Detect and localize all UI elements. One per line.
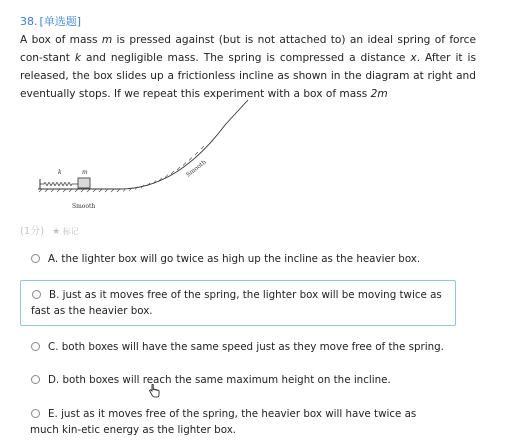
- question-stem: [20, 31, 476, 103]
- radio-e[interactable]: [31, 409, 40, 418]
- box: [78, 178, 90, 188]
- stem-var-k: k: [74, 52, 81, 64]
- option-a-text: the lighter box will go twice as high up the incline as the heavier box.: [61, 253, 421, 265]
- hand-cursor-icon: [148, 384, 160, 398]
- option-d-letter: D.: [48, 374, 60, 386]
- option-e[interactable]: [20, 406, 454, 438]
- stem-text-3: and negligible mass. The spring is compressed a distance: [81, 52, 411, 64]
- label-m: m: [82, 169, 88, 176]
- radio-b[interactable]: [32, 290, 41, 299]
- track: [38, 100, 248, 189]
- label-k: k: [58, 169, 62, 176]
- option-c-letter: C.: [48, 341, 59, 353]
- question-type: [单选题]: [39, 15, 82, 28]
- label-smooth-bottom: Smooth: [72, 203, 96, 210]
- star-icon: ★: [52, 227, 61, 237]
- option-d[interactable]: [20, 372, 454, 388]
- stem-var-m: m: [101, 34, 113, 46]
- option-c-text: both boxes will have the same speed just as they move free of the spring.: [61, 341, 444, 353]
- option-e-letter: E.: [48, 408, 58, 420]
- radio-c[interactable]: [31, 342, 40, 351]
- option-a[interactable]: [20, 251, 454, 267]
- mark-label: 标记: [62, 227, 79, 236]
- option-c[interactable]: [20, 339, 454, 355]
- option-b-text: just as it moves free of the spring, the lighter box will be moving twice as fast as the heavier box.: [31, 289, 442, 317]
- option-d-text: both boxes will reach the same maximum height on the incline.: [62, 374, 391, 386]
- stem-var-x: x: [410, 52, 417, 64]
- stem-var-2m: 2m: [370, 88, 388, 100]
- physics-figure: [20, 95, 260, 215]
- question-score: (1分): [20, 226, 45, 237]
- option-e-text: just as it moves free of the spring, the heavier box will have twice as much kin-etic energy as the lighter box.: [30, 408, 417, 436]
- option-b[interactable]: [20, 280, 456, 326]
- spring: [40, 183, 78, 186]
- stem-text-1: A box of mass: [20, 34, 102, 46]
- score-row: [20, 222, 79, 237]
- radio-d[interactable]: [31, 375, 40, 384]
- question-number: 38.: [20, 15, 38, 28]
- stem-text-4: . After it is released, the box slides up a frictionless incline as shown in the diagram at right and eventually stops. If we repeat this experiment with a box of mass: [20, 52, 476, 100]
- stem-text-2: is pressed against (but is not attached to) an ideal spring of force con-stant: [20, 34, 476, 64]
- question-header: [20, 13, 81, 29]
- label-smooth-incline: Smooth: [184, 158, 208, 179]
- option-a-letter: A.: [48, 253, 59, 265]
- option-b-letter: B.: [49, 289, 60, 301]
- mark-button[interactable]: [52, 226, 79, 237]
- radio-a[interactable]: [31, 254, 40, 263]
